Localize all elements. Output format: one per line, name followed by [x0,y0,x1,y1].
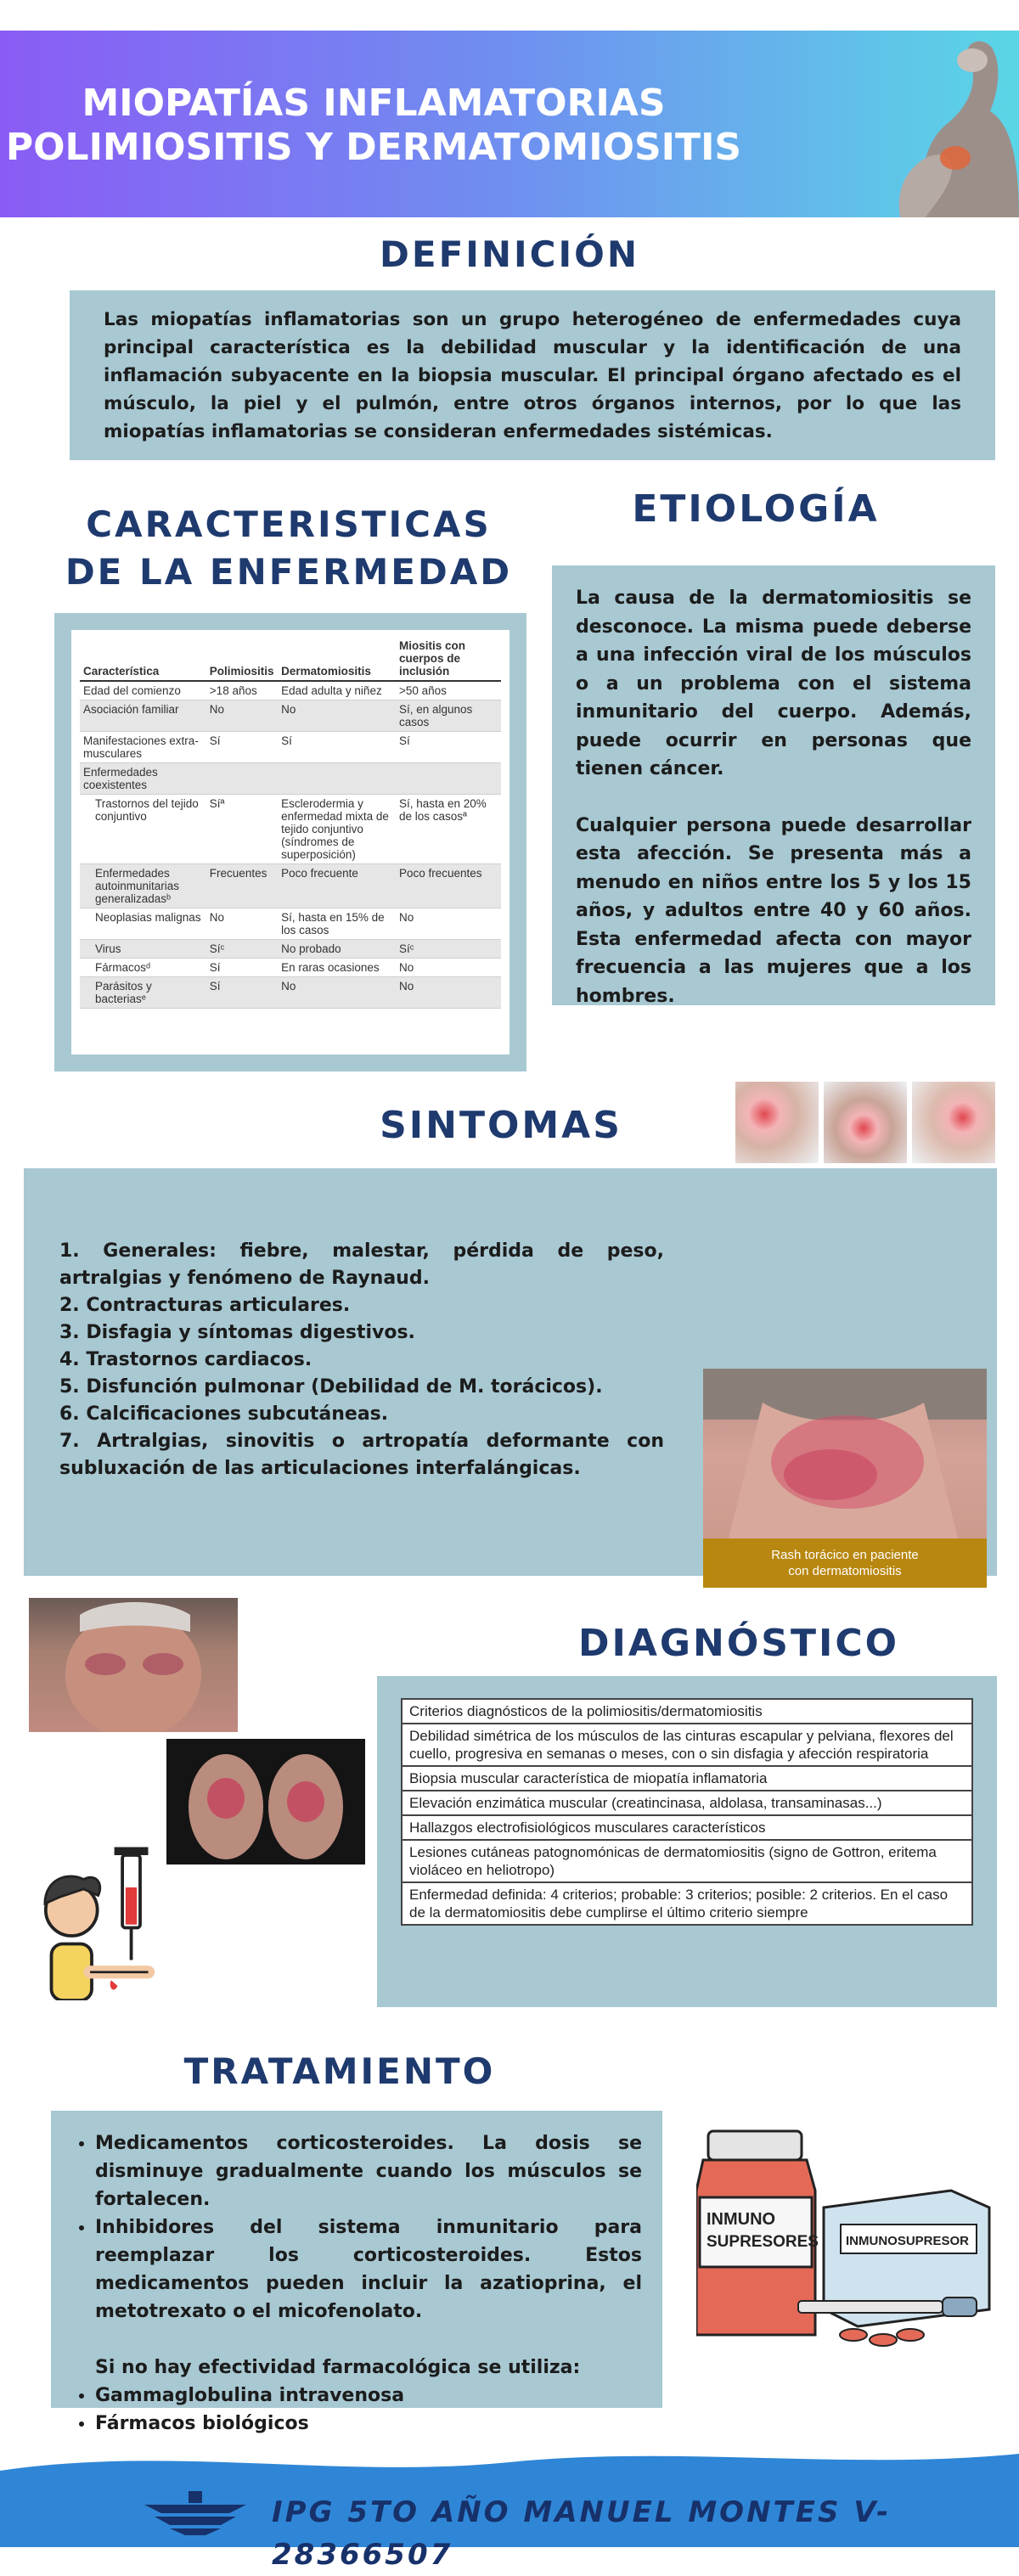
box-label: INMUNOSUPRESOR [846,2234,970,2248]
bottle-label-1: INMUNO [707,2210,776,2229]
etiologia-paragraph-1: La causa de la dermatomiositis se desconoce. La misma puede deberse a una infección viral de los músculos o a un problema con el sistema inmunitario del cuerpo. Además, puede ocurrir en personas que tienen cáncer. [576,588,971,779]
diagnostico-box [377,1676,997,2007]
caracteristicas-table-frame [54,613,526,1071]
chest-rash-drawing [703,1369,987,1538]
sintoma-item: 6. Calcificaciones subcutáneas. [59,1403,389,1425]
blood-test-illustration [27,1839,189,2000]
table-row [402,1791,972,1815]
diagnostico-criterio: Elevación enzimática muscular (creatincinasa, aldolasa, transaminasas...) [402,1791,972,1815]
table-cell: Manifestaciones extra-musculares [80,732,206,763]
sintoma-item: 3. Disfagia y síntomas digestivos. [59,1322,415,1343]
caracteristicas-title-line-1: CARACTERISTICAS [86,503,492,545]
patient-face-photo [29,1598,238,1732]
table-cell: Edad adulta y niñez [278,681,396,700]
table-row [80,908,501,940]
table-header: Polimiositis [206,637,278,681]
table-header-row [80,637,501,681]
table-row [80,977,501,1009]
immunosuppressant-illustration [696,2097,1002,2352]
table-row [80,700,501,732]
sintoma-item: 7. Artralgias, sinovitis o artropatía deformante con subluxación de las articulaciones interfalángicas. [59,1431,664,1479]
table-cell: En raras ocasiones [278,959,396,977]
sintomas-title: SINTOMAS [380,1104,622,1147]
footer-text: IPG 5TO AÑO MANUEL MONTES V-28366507 [272,2495,892,2572]
table-cell: Virus [80,940,206,959]
table-cell: Poco frecuente [278,864,396,908]
table-cell: Sí, en algunos casos [396,700,501,732]
table-cell: Sí [278,732,396,763]
sintomas-list [59,1238,664,1482]
table-cell: Sí, hasta en 15% de los casos [278,908,396,940]
table-cell: Poco frecuentes [396,864,501,908]
table-cell: Sí, hasta en 20% de los casosª [396,795,501,864]
sintoma-item: 2. Contracturas articulares. [59,1295,351,1316]
diagnostico-criterio: Enfermedad definida: 4 criterios; probable: 3 criterios; posible: 2 criterios. En el caso de la dermatomiositis debe cumplirse el último criterio siempre [402,1882,972,1925]
tratamiento-title: TRATAMIENTO [183,2050,496,2092]
table-row [80,795,501,864]
title-line-2: POLIMIOSITIS Y DERMATOMIOSITIS [5,126,742,169]
etiologia-box [552,565,995,1005]
caracteristicas-title-line-2: DE LA ENFERMEDAD [65,551,513,593]
definicion-text: Las miopatías inflamatorias son un grupo heterogéneo de enfermedades cuya principal característica es la debilidad muscular y la identificación de una inflamación subyacente en la biopsia muscular. El principal órgano afectado es el músculo, la piel y el pulmón, entre otros órganos internos, por lo que las miopatías inflamatorias se consideran enfermedades sistémicas. [104,309,961,442]
table-cell: No [278,977,396,1009]
chest-rash-photo [703,1369,987,1588]
tratamiento-item: • Fármacos biológicos [95,2410,642,2438]
diagnostico-criterio: Hallazgos electrofisiológicos musculares característicos [402,1815,972,1840]
table-cell: Fármacosᵈ [80,959,206,977]
table-header: Miositis con cuerpos de inclusión [396,637,501,681]
table-cell [278,763,396,795]
footer-logo-icon [136,2488,255,2539]
table-cell: Enfermedades coexistentes [80,763,206,795]
table-row [402,1699,972,1724]
diagnostico-title: DIAGNÓSTICO [577,1622,900,1665]
table-row [80,940,501,959]
page-title [0,82,747,170]
tratamiento-item: • Inhibidores del sistema inmunitario para reemplazar los corticosteroides. Estos medicamentos pueden incluir la azatioprina, el metotrexato o el micofenolato. [95,2213,642,2326]
table-cell: Asociación familiar [80,700,206,732]
table-cell: Enfermedades autoinmunitarias generalizadasᵇ [80,864,206,908]
table-cell [206,763,278,795]
definicion-box [70,290,995,460]
table-cell: No probado [278,940,396,959]
etiologia-title: ETIOLOGÍA [632,487,880,531]
definicion-title: DEFINICIÓN [380,233,639,275]
table-cell: Sí [396,732,501,763]
table-cell: No [206,700,278,732]
tratamiento-item: • Medicamentos corticosteroides. La dosis se disminuye gradualmente cuando los músculos se fortalecen. [95,2129,642,2213]
table-cell: No [278,700,396,732]
table-cell: Síª [206,795,278,864]
table-header: Dermatomiositis [278,637,396,681]
diagnostico-table [401,1698,973,1926]
diagnostico-criterio: Biopsia muscular característica de miopatía inflamatoria [402,1766,972,1791]
table-cell: Frecuentes [206,864,278,908]
sintoma-item: 5. Disfunción pulmonar (Debilidad de M. torácicos). [59,1376,603,1398]
caption-line-1: Rash torácico en paciente [771,1548,919,1562]
table-cell: Sí [206,959,278,977]
sintoma-item: 1. Generales: fiebre, malestar, pérdida de peso, artralgias y fenómeno de Raynaud. [59,1240,664,1289]
table-cell: No [396,908,501,940]
table-row [402,1882,972,1925]
diagnostico-table-panel [401,1698,973,1926]
patient-face-drawing [29,1598,238,1732]
diagnostico-criterio: Lesiones cutáneas patognomónicas de dermatomiositis (signo de Gottron, eritema violáceo en heliotropo) [402,1840,972,1882]
table-cell: >18 años [206,681,278,700]
table-cell: Edad del comienzo [80,681,206,700]
diagnostico-criterio: Criterios diagnósticos de la polimiositis/dermatomiositis [402,1699,972,1724]
table-row [402,1724,972,1766]
table-row [80,763,501,795]
table-row [80,864,501,908]
table-cell: Esclerodermia y enfermedad mixta de tejido conjuntivo (síndromes de superposición) [278,795,396,864]
table-header: Característica [80,637,206,681]
table-row [80,959,501,977]
table-cell: Síᶜ [396,940,501,959]
table-cell: >50 años [396,681,501,700]
table-row [80,732,501,763]
tratamiento-list [71,2129,642,2326]
caracteristicas-table [80,637,501,1009]
caption-line-2: con dermatomiositis [788,1564,902,1578]
table-cell: Sí [206,732,278,763]
caracteristicas-title [59,501,518,596]
joint-pain-photo [912,1082,995,1163]
knee-lesions-photo [166,1739,365,1865]
table-cell: No [206,908,278,940]
bottle-label-2: SUPRESORES [707,2233,819,2251]
tratamiento-item: • Gammaglobulina intravenosa [95,2382,642,2410]
tratamiento-note: Si no hay efectividad farmacológica se utiliza: [95,2357,581,2378]
diagnostico-criterio: Debilidad simétrica de los músculos de las cinturas escapular y pelviana, flexores del cuello, progresiva en semanas o meses, con o sin disfagia y afección respiratoria [402,1724,972,1766]
caracteristicas-table-panel [71,630,510,1055]
tratamiento-list-2 [71,2382,642,2438]
table-cell [396,763,501,795]
table-cell: Sí [206,977,278,1009]
joint-pain-photo [735,1082,819,1163]
knee-lesions-drawing [166,1739,365,1865]
table-row [80,681,501,700]
table-cell: Parásitos y bacteriasᵉ [80,977,206,1009]
etiologia-paragraph-2: Cualquier persona puede desarrollar esta afección. Se presenta más a menudo en niños entre los 5 y los 15 años, y adultos entre 40 y 60 años. Esta enfermedad afecta con mayor frecuencia a las mujeres que a los hombres. [576,814,971,1007]
table-row [402,1815,972,1840]
table-cell: Trastornos del tejido conjuntivo [80,795,206,864]
title-line-1: MIOPATÍAS INFLAMATORIAS [82,82,666,125]
joint-pain-photo [824,1082,907,1163]
sintoma-item: 4. Trastornos cardiacos. [59,1349,312,1370]
table-cell: Neoplasias malignas [80,908,206,940]
table-row [402,1766,972,1791]
chest-rash-caption [703,1538,987,1588]
table-cell: No [396,977,501,1009]
flexed-arm-illustration [798,31,1019,217]
table-row [402,1840,972,1882]
table-cell: No [396,959,501,977]
table-cell: Síᶜ [206,940,278,959]
tratamiento-box [51,2111,662,2434]
